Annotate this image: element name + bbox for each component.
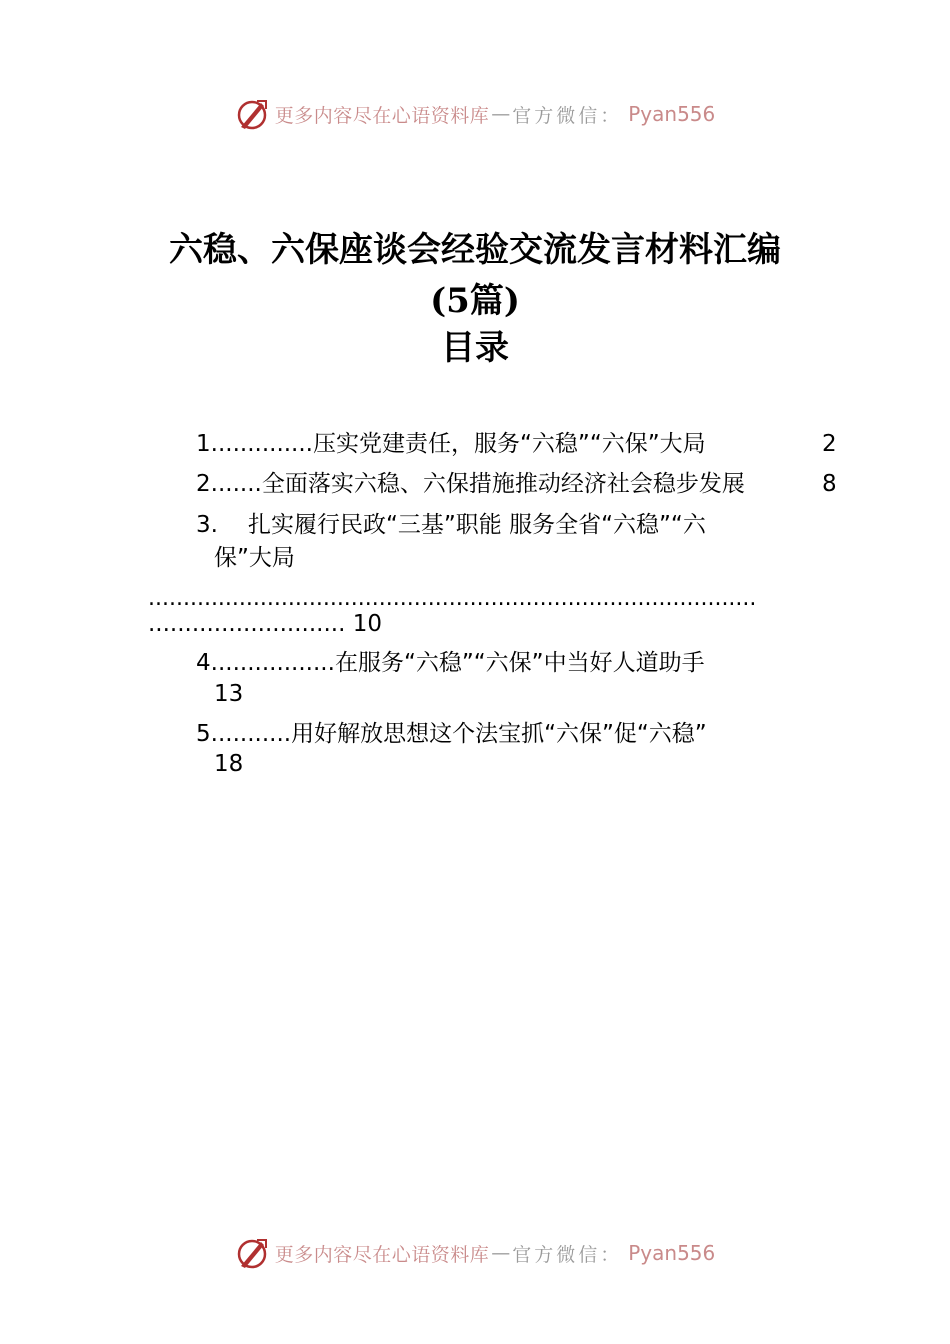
footer-banner: [0, 1233, 950, 1273]
toc-entry-4[interactable]: [196, 648, 705, 678]
toc-page-3: 10: [352, 611, 382, 637]
toc-entry-3[interactable]: [196, 510, 706, 540]
toc-title: 扎实履行民政“三基”职能 服务全省“六稳”“六: [247, 512, 706, 538]
toc-leader-3a: .......................................................................................: [148, 586, 757, 611]
toc-number: 3.: [196, 512, 218, 538]
toc-page-4: 13: [214, 681, 244, 707]
toc-entry-1[interactable]: [196, 429, 706, 459]
toc-leader: .................: [210, 650, 335, 676]
toc-leader: .......: [210, 471, 262, 497]
toc-number: 5: [196, 721, 211, 747]
site-name: 更多内容尽在心语资料库: [274, 1243, 490, 1266]
header-banner: [0, 94, 950, 134]
toc-leader: ..............: [210, 431, 313, 457]
toc-number: 1: [196, 431, 211, 457]
toc-leader-3b: [148, 609, 382, 639]
toc-number: 4: [196, 650, 211, 676]
toc-title: 压实党建责任，服务“六稳”“六保”大局: [313, 431, 706, 457]
pen-logo-icon: [235, 97, 269, 131]
toc-page-5: 18: [214, 751, 244, 777]
toc-title: 用好解放思想这个法宝抓“六保”促“六稳”: [291, 721, 707, 747]
toc-leader: ...........................: [148, 611, 346, 637]
document-subtitle: (5篇): [430, 281, 520, 321]
toc-number: 2: [196, 471, 211, 497]
toc-entry-3-cont: 保”大局: [214, 545, 295, 571]
toc-heading: 目录: [441, 328, 509, 368]
site-name: 更多内容尽在心语资料库: [274, 104, 490, 127]
toc-page-2: 8: [822, 471, 837, 497]
toc-leader: ...........: [210, 721, 292, 747]
wechat-id: Pyan556: [628, 1241, 716, 1265]
toc-entry-5[interactable]: [196, 719, 707, 749]
wechat-id: Pyan556: [628, 102, 716, 126]
banner-dash: —: [491, 1242, 511, 1264]
toc-page-1: 2: [822, 431, 837, 457]
document-title: 六稳、六保座谈会经验交流发言材料汇编: [169, 230, 781, 270]
banner-dash: —: [491, 103, 511, 125]
wechat-label: 官方微信：: [512, 104, 623, 127]
toc-title: 在服务“六稳”“六保”中当好人道助手: [334, 650, 705, 676]
wechat-label: 官方微信：: [512, 1243, 623, 1266]
toc-entry-2[interactable]: [196, 469, 745, 499]
pen-logo-icon: [235, 1236, 269, 1270]
toc-title: 全面落实六稳、六保措施推动经济社会稳步发展: [261, 471, 745, 497]
